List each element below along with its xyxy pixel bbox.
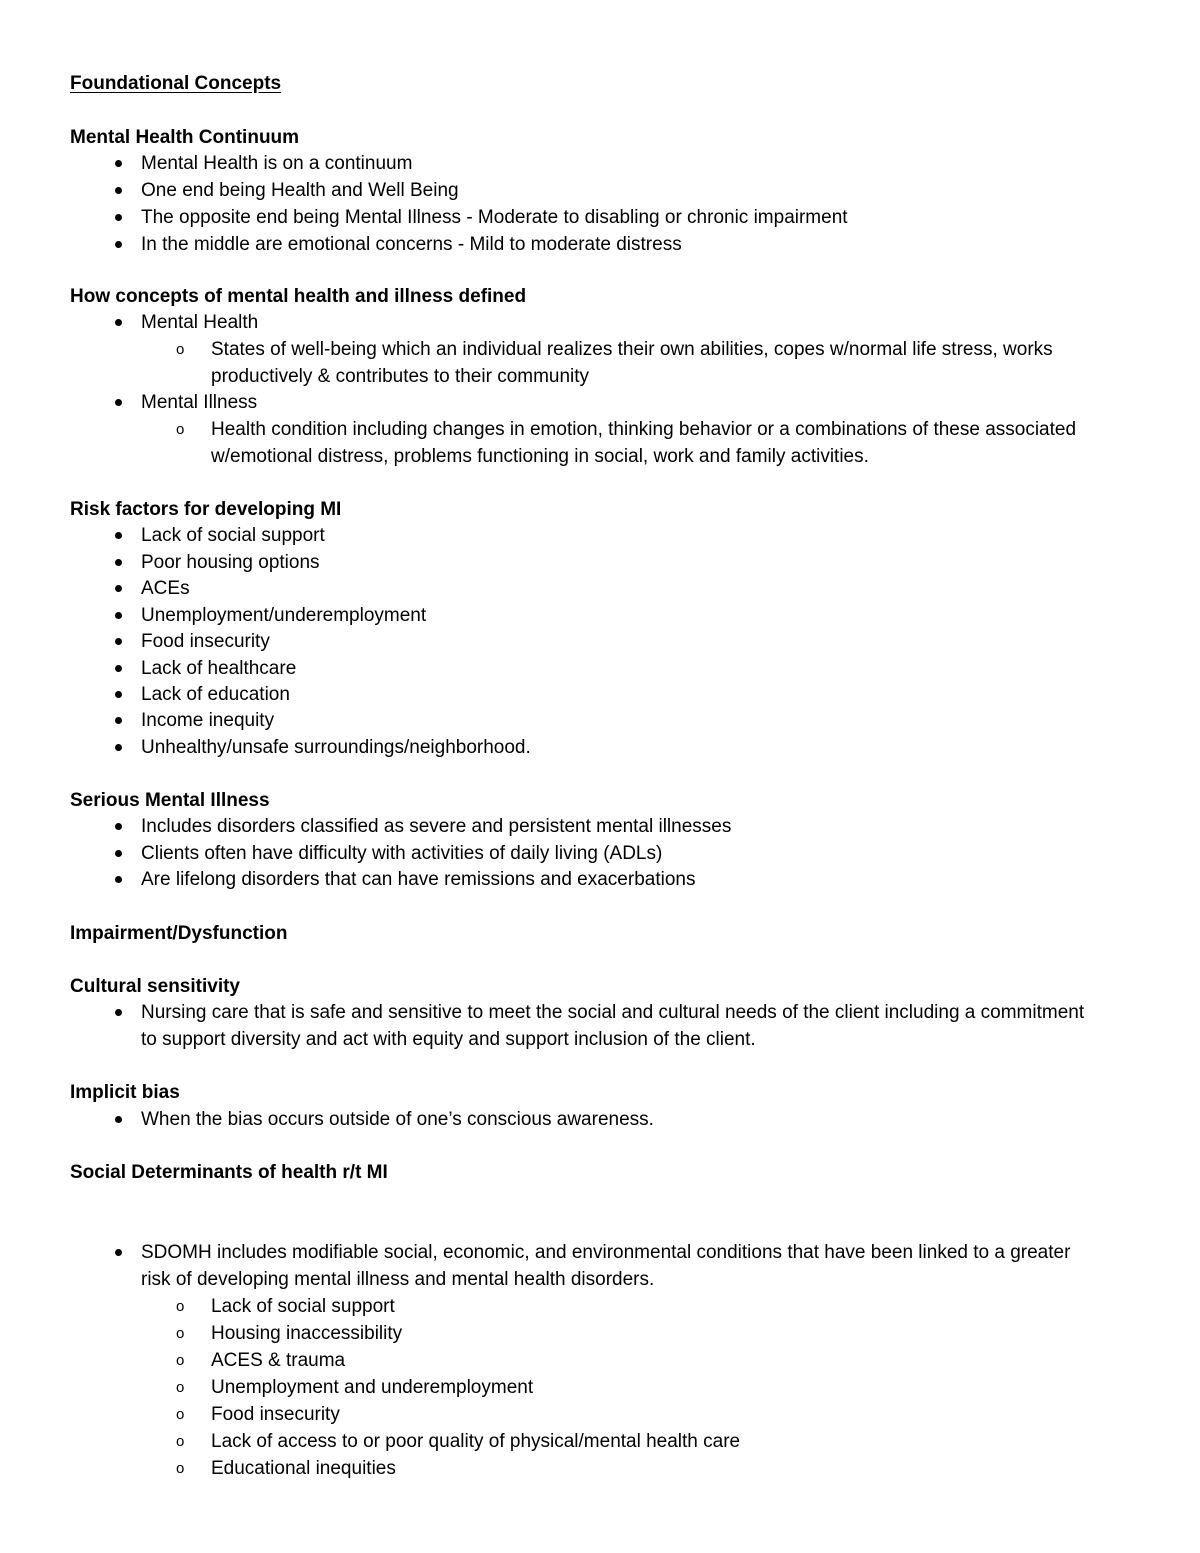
definition-text: productively & contributes to their community (211, 366, 590, 387)
bullet-icon (115, 744, 122, 751)
bullet-icon (115, 585, 122, 592)
list-item: One end being Health and Well Being (141, 180, 459, 201)
bullet-icon (115, 638, 122, 645)
bullet-icon (115, 665, 122, 672)
sub-list-item: Unemployment and underemployment (211, 1377, 534, 1398)
definition-text: States of well-being which an individual realizes their own abilities, copes w/normal life stress, works (211, 339, 1053, 360)
bullet-icon (115, 876, 122, 883)
bullet-icon (115, 1009, 122, 1016)
list-item: Mental Health (141, 312, 259, 333)
section-heading-cultural: Cultural sensitivity (70, 976, 240, 997)
list-item: Unemployment/underemployment (141, 605, 427, 626)
section-heading-continuum: Mental Health Continuum (70, 127, 300, 148)
sub-bullet-icon: o (176, 1379, 185, 1396)
list-item: Includes disorders classified as severe and persistent mental illnesses (141, 816, 732, 837)
sub-list-item: Lack of access to or poor quality of physical/mental health care (211, 1431, 741, 1452)
bullet-icon (115, 160, 122, 167)
bullet-icon (115, 850, 122, 857)
bullet-icon (115, 241, 122, 248)
bullet-icon (115, 612, 122, 619)
list-item: Nursing care that is safe and sensitive to meet the social and cultural needs of the client including a commitment (141, 1002, 1085, 1023)
sub-bullet-icon: o (176, 1298, 185, 1315)
list-item: When the bias occurs outside of one’s conscious awareness. (141, 1109, 654, 1130)
bullet-icon (115, 399, 122, 406)
list-item: Are lifelong disorders that can have remissions and exacerbations (141, 869, 696, 890)
list-item-continued: risk of developing mental illness and mental health disorders. (141, 1269, 655, 1290)
bullet-icon (115, 691, 122, 698)
bullet-icon (115, 823, 122, 830)
list-item: The opposite end being Mental Illness - Moderate to disabling or chronic impairment (141, 207, 848, 228)
list-item: Unhealthy/unsafe surroundings/neighborhood. (141, 737, 531, 758)
section-heading-serious: Serious Mental Illness (70, 790, 270, 811)
bullet-icon (115, 214, 122, 221)
sub-bullet-icon: o (176, 341, 185, 358)
section-heading-sdoh: Social Determinants of health r/t MI (70, 1162, 388, 1183)
bullet-icon (115, 1249, 122, 1256)
section-heading-risk: Risk factors for developing MI (70, 499, 342, 520)
list-item: Poor housing options (141, 552, 320, 573)
sub-bullet-icon: o (176, 1460, 185, 1477)
sub-list-item: ACES & trauma (211, 1350, 346, 1371)
sub-bullet-icon: o (176, 1433, 185, 1450)
list-item: Food insecurity (141, 631, 270, 652)
sub-bullet-icon: o (176, 421, 185, 438)
sub-bullet-icon: o (176, 1352, 185, 1369)
bullet-icon (115, 559, 122, 566)
sub-bullet-icon: o (176, 1406, 185, 1423)
list-item: Lack of education (141, 684, 290, 705)
list-item: Clients often have difficulty with activities of daily living (ADLs) (141, 843, 663, 864)
bullet-icon (115, 1116, 122, 1123)
section-heading-implicit: Implicit bias (70, 1082, 180, 1103)
sub-list-item: Educational inequities (211, 1458, 396, 1479)
list-item: Lack of social support (141, 525, 325, 546)
section-heading-impairment: Impairment/Dysfunction (70, 923, 288, 944)
bullet-icon (115, 717, 122, 724)
list-item: Mental Health is on a continuum (141, 153, 413, 174)
sub-bullet-icon: o (176, 1325, 185, 1342)
bullet-icon (115, 532, 122, 539)
list-item: Income inequity (141, 710, 275, 731)
list-item: Mental Illness (141, 392, 258, 413)
bullet-icon (115, 187, 122, 194)
list-item-continued: to support diversity and act with equity and support inclusion of the client. (141, 1029, 756, 1050)
sub-list-item: Housing inaccessibility (211, 1323, 403, 1344)
section-heading-concepts: How concepts of mental health and illness defined (70, 286, 527, 307)
list-item: In the middle are emotional concerns - Mild to moderate distress (141, 234, 682, 255)
definition-text: Health condition including changes in emotion, thinking behavior or a combinations of these associated (211, 419, 1077, 440)
list-item: ACEs (141, 578, 190, 599)
sub-list-item: Lack of social support (211, 1296, 395, 1317)
bullet-icon (115, 319, 122, 326)
list-item: SDOMH includes modifiable social, economic, and environmental conditions that have been linked to a greater (141, 1242, 1071, 1263)
sub-list-item: Food insecurity (211, 1404, 340, 1425)
definition-text: w/emotional distress, problems functioning in social, work and family activities. (211, 446, 869, 467)
list-item: Lack of healthcare (141, 658, 297, 679)
document-title: Foundational Concepts (70, 73, 282, 94)
